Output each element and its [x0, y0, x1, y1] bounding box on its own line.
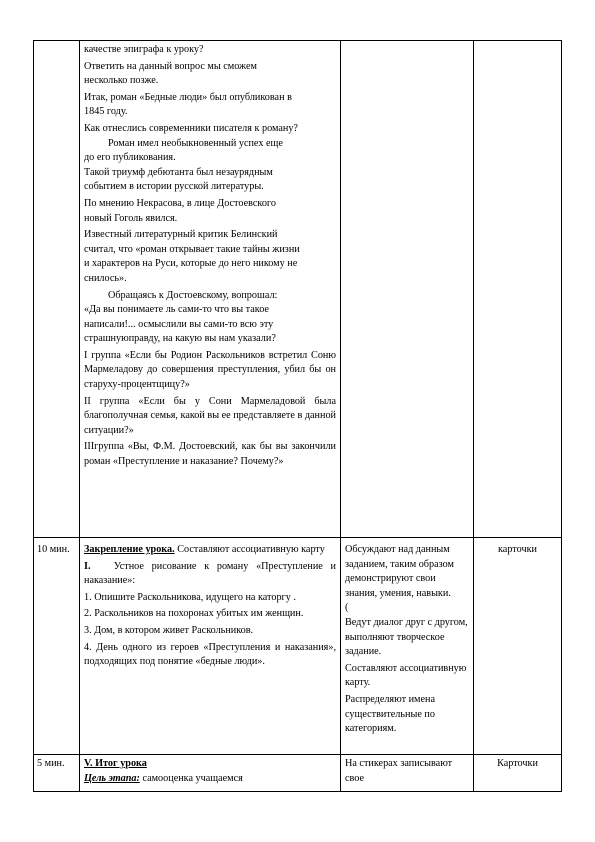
text-line: новый Гоголь явился.: [84, 212, 178, 224]
students-activity: Распределяют имена существительные по категориям.: [345, 693, 435, 735]
text-line: Известный литературный критик Белинский: [84, 229, 278, 241]
text-line: снилось».: [84, 272, 127, 284]
goal-label: Цель этапа:: [84, 772, 140, 784]
text-line: событием в истории русской литературы.: [84, 181, 264, 193]
text-line: «Да вы понимаете ль сами-то что вы такое: [84, 304, 269, 316]
text-line: 1845 году.: [84, 106, 128, 118]
row3-students: На стикерах записывают свое: [345, 758, 453, 784]
text-line: Как отнеслись современники писателя к роману?: [84, 122, 298, 134]
stage-text: Составляют ассоциативную карту: [174, 544, 325, 555]
students-activity: Обсуждают над данным заданием, таким образом демонстрируют свои знания, умения, навыки.: [345, 544, 454, 599]
table-border-bottom: [33, 791, 562, 792]
task-item: 4. День одного из героев «Преступления и наказания», подходящих под понятие «бедные люди».: [84, 641, 336, 668]
text-line: Ответить на данный вопрос мы сможем: [84, 60, 257, 72]
row3-resources: Карточки: [497, 758, 538, 769]
task-item: 3. Дом, в котором живет Раскольников.: [84, 624, 254, 636]
task-text: Устное рисование к роману «Преступление и наказание»:: [84, 560, 337, 587]
table-border-right: [561, 40, 562, 792]
group-2-question: II группа «Если бы у Сони Мармеладовой была благополучная семья, какой вы ее представляете в данной ситуации?»: [84, 395, 336, 436]
column-divider-1: [79, 40, 80, 792]
goal-text: самооценка учащаемся: [139, 772, 243, 784]
text-line: несколько позже.: [84, 75, 159, 87]
row-divider-2: [33, 754, 562, 755]
table-border-left: [33, 40, 34, 792]
text-line: качестве эпиграфа к уроку?: [84, 44, 204, 55]
row2-time: 10 мин.: [37, 544, 70, 555]
row2-students-cell: [345, 543, 470, 737]
column-divider-2: [340, 40, 341, 792]
task-item: 1. Опишите Раскольникова, идущего на каторгу .: [84, 591, 296, 603]
stage-heading: [84, 543, 336, 558]
text-line: Такой триумф дебютанта был незаурядным: [84, 166, 273, 178]
row3-time: 5 мин.: [37, 758, 65, 769]
text-line: до его публикования.: [84, 152, 176, 164]
row-divider-1: [33, 537, 562, 538]
row2-resources: карточки: [498, 544, 537, 555]
text-line: Роман имел необыкновенный успех еще: [108, 137, 283, 149]
students-activity: Ведут диалог друг с другом, выполняют творческое задание.: [345, 616, 468, 658]
text-line: написали!... осмыслили вы сами-то всю эту: [84, 318, 274, 330]
table-border-top: [33, 40, 562, 41]
task-heading: [84, 560, 336, 589]
text-line: По мнению Некрасова, в лице Достоевского: [84, 197, 276, 209]
text-line: Обращаясь к Достоевскому, вопрошал:: [108, 289, 278, 301]
students-activity: Составляют ассоциативную карту.: [345, 662, 467, 689]
row2-content-cell: [84, 543, 336, 670]
text-line: и характеров на Руси, которые до него никому не: [84, 258, 298, 270]
text-line: Итак, роман «Бедные люди» был опубликован в: [84, 91, 292, 103]
task-number: I.: [84, 560, 91, 572]
stage-goal: [84, 772, 336, 787]
stage-title: Закрепление урока.: [84, 544, 175, 555]
text-line: страшнуюправду, на какую вы нам указали?: [84, 333, 276, 345]
text-line: считал, что «роман открывает такие тайны жизни: [84, 243, 300, 255]
group-3-question: IIIгруппа «Вы, Ф.М. Достоевский, как бы вы закончили роман «Преступление и наказание? Почему?»: [84, 441, 336, 468]
task-item: 2. Раскольников на похоронах убитых им женщин.: [84, 608, 304, 620]
group-1-question: I группа «Если бы Родион Раскольников встретил Соню Мармеладову до совершения преступления, убил бы он старуху-процентщицу?»: [84, 349, 336, 391]
row1-content-cell: [84, 43, 336, 470]
row3-content-cell: [84, 757, 336, 786]
lesson-plan-table: [33, 40, 562, 792]
stage-title: V. Итог урока: [84, 758, 147, 769]
students-activity: (: [345, 602, 349, 614]
column-divider-3: [473, 40, 474, 792]
